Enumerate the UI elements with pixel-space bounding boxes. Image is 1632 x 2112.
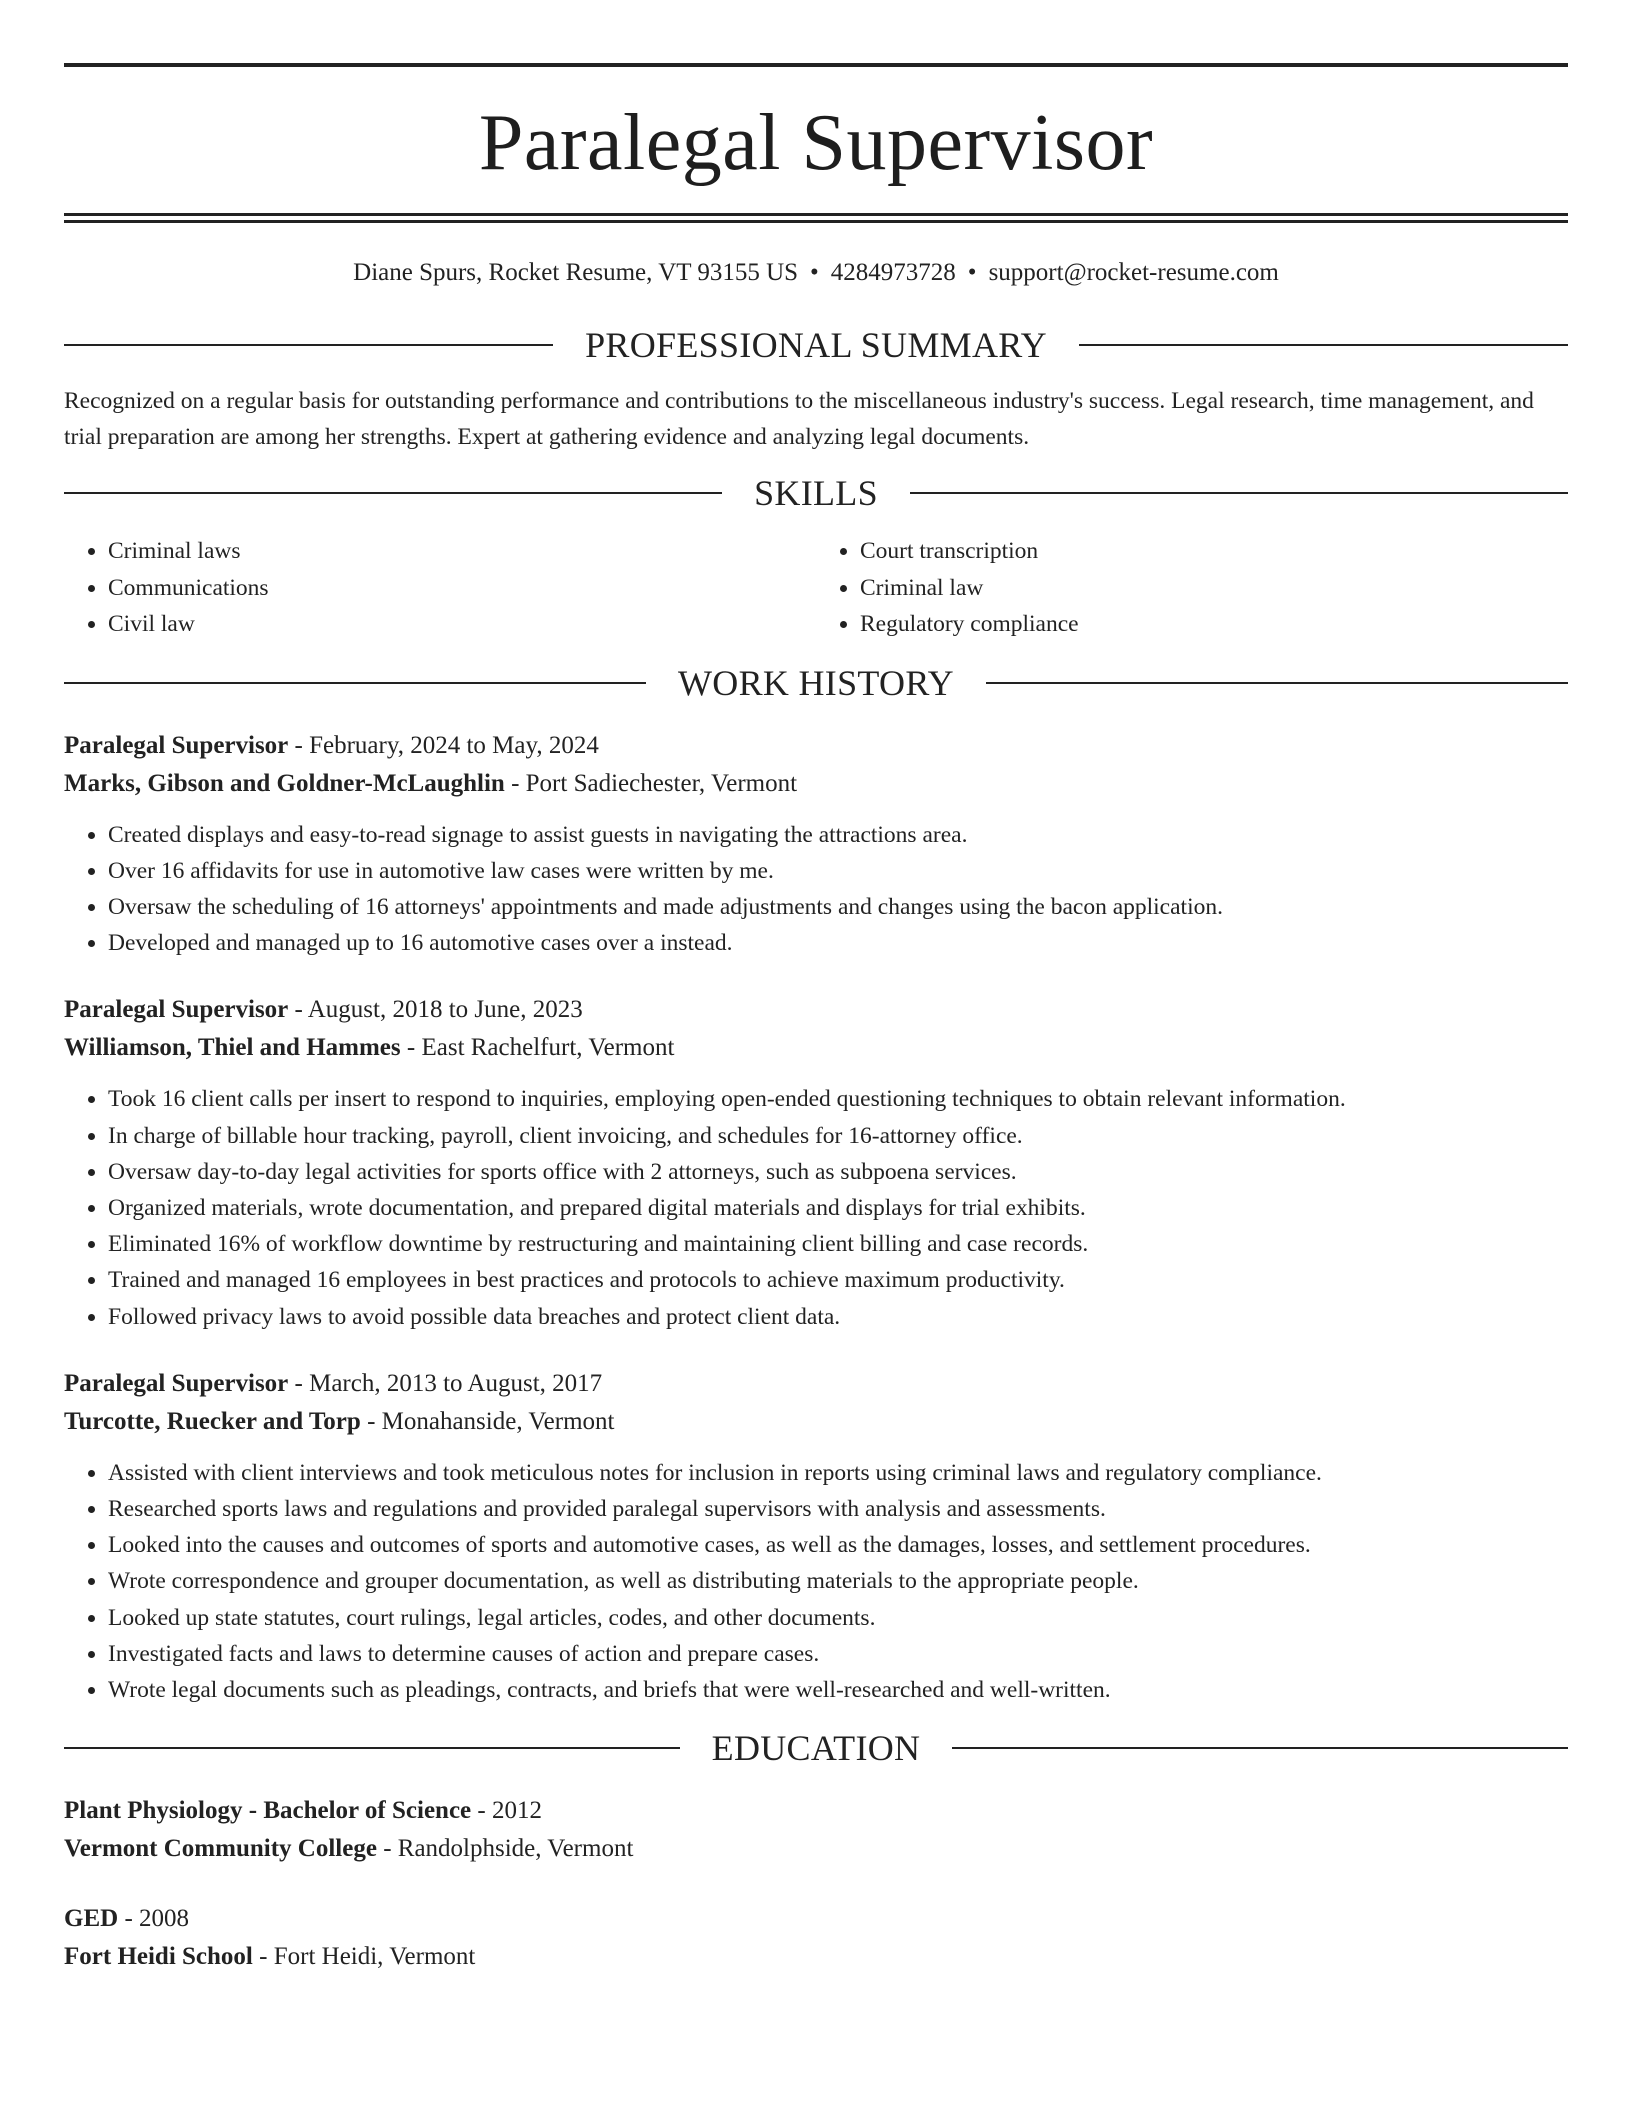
job-location: East Rachelfurt, Vermont	[421, 1034, 675, 1062]
education-degree-row	[64, 1792, 1568, 1830]
job-dates: February, 2024 to May, 2024	[309, 731, 599, 759]
contact-email: support@rocket-resume.com	[988, 259, 1279, 286]
education-year: 2012	[491, 1797, 542, 1825]
job-location: Port Sadiechester, Vermont	[525, 769, 798, 797]
heading-rule-left	[64, 344, 553, 346]
job-company-row	[64, 765, 1568, 803]
section-heading-education	[64, 1726, 1568, 1770]
job-title-row	[64, 727, 1568, 765]
job-title: Paralegal Supervisor	[64, 731, 289, 759]
job-entry	[64, 991, 1568, 1334]
list-item: • Assisted with client interviews and took meticulous notes for inclusion in reports using criminal laws and regulatory compliance.	[108, 1455, 1568, 1491]
job-title-row	[64, 991, 1568, 1029]
dash: -	[294, 731, 303, 759]
education-degree-row	[64, 1900, 1568, 1938]
list-item: • Organized materials, wrote documentation, and prepared digital materials and displays for trial exhibits.	[108, 1190, 1568, 1226]
list-item: • Looked up state statutes, court rulings, legal articles, codes, and other documents.	[108, 1600, 1568, 1636]
heading-rule-left	[64, 492, 722, 494]
dash: -	[124, 1905, 133, 1933]
list-item: • Oversaw the scheduling of 16 attorneys' appointments and made adjustments and changes using the bacon application.	[108, 889, 1568, 925]
dash: -	[383, 1835, 392, 1863]
job-company-row	[64, 1029, 1568, 1067]
section-heading-skills	[64, 471, 1568, 515]
page-title: Paralegal Supervisor	[478, 99, 1154, 187]
contact-separator: •	[810, 259, 819, 286]
contact-address: Diane Spurs, Rocket Resume, VT 93155 US	[353, 259, 799, 286]
skills-column-left	[64, 533, 816, 643]
education-school-row	[64, 1938, 1568, 1976]
education-location: Fort Heidi, Vermont	[273, 1943, 476, 1971]
heading-rule-right	[952, 1747, 1568, 1749]
dash: -	[406, 1034, 416, 1062]
skill-item: • Criminal law	[860, 570, 1568, 607]
education-year: 2008	[139, 1905, 190, 1933]
top-rule	[64, 63, 1568, 67]
job-bullets	[64, 817, 1568, 962]
skill-item: • Criminal laws	[108, 533, 816, 570]
list-item: • Oversaw day-to-day legal activities for sports office with 2 attorneys, such as subpoena services.	[108, 1154, 1568, 1190]
list-item: • In charge of billable hour tracking, payroll, client invoicing, and schedules for 16-attorney office.	[108, 1118, 1568, 1154]
list-item: • Wrote correspondence and grouper documentation, as well as distributing materials to the appropriate people.	[108, 1563, 1568, 1599]
skill-item: • Court transcription	[860, 533, 1568, 570]
education-entry	[64, 1792, 1568, 1868]
contact-phone: 4284973728	[830, 259, 956, 286]
list-item: • Followed privacy laws to avoid possible data breaches and protect client data.	[108, 1299, 1568, 1335]
section-title-education: EDUCATION	[711, 1728, 921, 1769]
skill-item: • Communications	[108, 570, 816, 607]
job-location: Monahanside, Vermont	[381, 1407, 615, 1435]
contact-separator: •	[967, 259, 977, 286]
dash: -	[294, 1369, 303, 1397]
job-company: Turcotte, Ruecker and Torp	[64, 1407, 361, 1435]
job-title: Paralegal Supervisor	[64, 996, 289, 1024]
section-title-skills: SKILLS	[754, 473, 878, 513]
heading-rule-right	[1079, 344, 1568, 346]
list-item: • Eliminated 16% of workflow downtime by restructuring and maintaining client billing and case records.	[108, 1226, 1568, 1262]
job-title-row	[64, 1365, 1568, 1403]
title-double-rule	[64, 213, 1568, 223]
skills-list	[64, 533, 1568, 643]
list-item: • Created displays and easy-to-read signage to assist guests in navigating the attractions area.	[108, 817, 1568, 853]
skill-item: • Civil law	[108, 606, 816, 643]
education-degree: Plant Physiology - Bachelor of Science	[64, 1797, 472, 1825]
list-item: • Investigated facts and laws to determine causes of action and prepare cases.	[108, 1636, 1568, 1672]
education-degree: GED	[64, 1905, 119, 1933]
job-company: Marks, Gibson and Goldner-McLaughlin	[64, 769, 505, 797]
dash: -	[294, 996, 303, 1024]
job-bullets	[64, 1081, 1568, 1334]
contact-line	[64, 257, 1568, 289]
job-bullets	[64, 1455, 1568, 1708]
dash: -	[511, 769, 520, 797]
job-company-row	[64, 1403, 1568, 1441]
list-item: • Researched sports laws and regulations and provided paralegal supervisors with analysis and assessments.	[108, 1491, 1568, 1527]
heading-rule-right	[986, 682, 1568, 684]
job-entry	[64, 727, 1568, 962]
summary-text: Recognized on a regular basis for outstanding performance and contributions to the miscellaneous industry's success. Legal research, time management, and trial preparation are among her strengths. Expert at gathering evidence and analyzing legal documents.	[64, 388, 1534, 450]
skills-column-right	[816, 533, 1568, 643]
list-item: • Over 16 affidavits for use in automotive law cases were written by me.	[108, 853, 1568, 889]
list-item: • Took 16 client calls per insert to respond to inquiries, employing open-ended questioning techniques to obtain relevant information.	[108, 1081, 1568, 1117]
job-title: Paralegal Supervisor	[64, 1369, 289, 1397]
job-dates: August, 2018 to June, 2023	[307, 996, 583, 1024]
list-item: • Looked into the causes and outcomes of sports and automotive cases, as well as the damages, losses, and settlement procedures.	[108, 1527, 1568, 1563]
education-school-row	[64, 1830, 1568, 1868]
list-item: • Wrote legal documents such as pleadings, contracts, and briefs that were well-researched and well-written.	[108, 1672, 1568, 1708]
job-company: Williamson, Thiel and Hammes	[64, 1034, 401, 1062]
section-heading-work	[64, 661, 1568, 705]
education-school: Fort Heidi School	[64, 1943, 253, 1971]
education-location: Randolphside, Vermont	[397, 1835, 634, 1863]
education-entry	[64, 1900, 1568, 1976]
job-entry	[64, 1365, 1568, 1708]
heading-rule-right	[910, 492, 1568, 494]
list-item: • Trained and managed 16 employees in best practices and protocols to achieve maximum productivity.	[108, 1262, 1568, 1298]
job-dates: March, 2013 to August, 2017	[309, 1369, 603, 1397]
section-title-summary: PROFESSIONAL SUMMARY	[585, 325, 1047, 365]
dash: -	[367, 1407, 376, 1435]
section-title-work: WORK HISTORY	[678, 662, 954, 703]
skill-item: • Regulatory compliance	[860, 606, 1568, 643]
section-heading-summary	[64, 323, 1568, 367]
heading-rule-left	[64, 682, 646, 684]
dash: -	[259, 1943, 268, 1971]
education-school: Vermont Community College	[64, 1835, 377, 1863]
list-item: • Developed and managed up to 16 automotive cases over a instead.	[108, 925, 1568, 961]
heading-rule-left	[64, 1747, 680, 1749]
dash: -	[477, 1797, 486, 1825]
